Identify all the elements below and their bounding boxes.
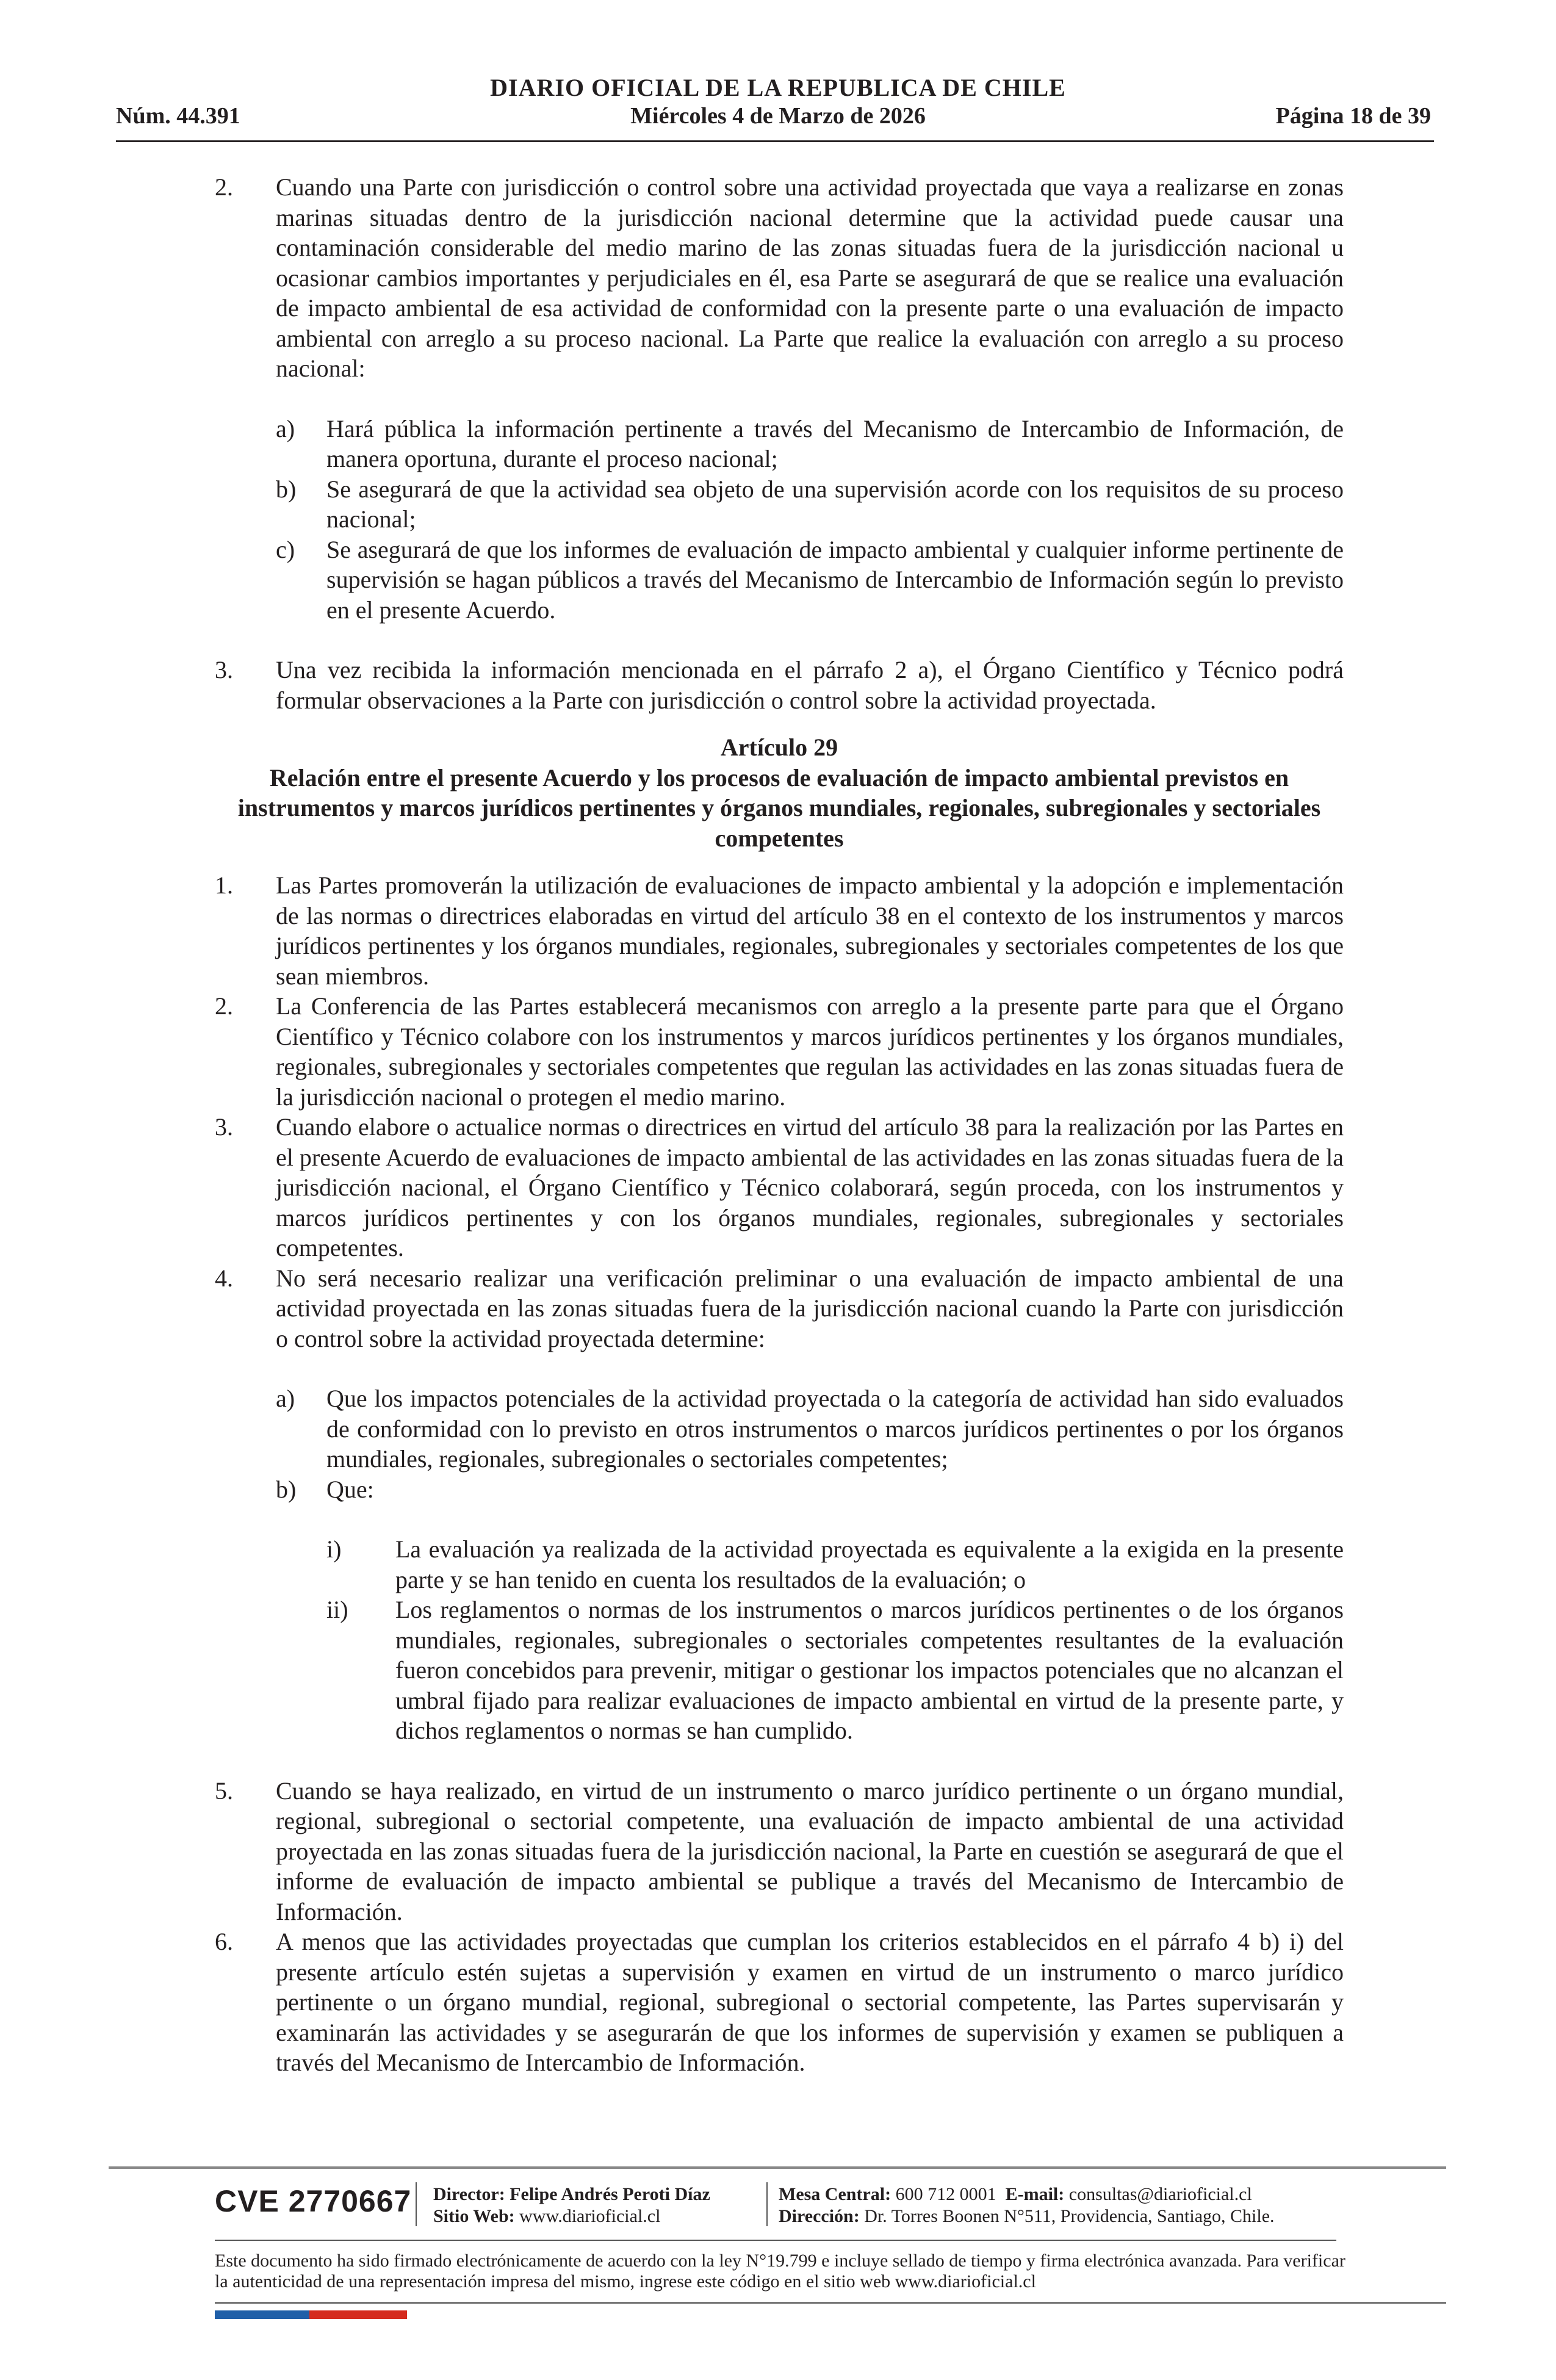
footer-divider-2 <box>215 2240 1336 2241</box>
paragraph-number: 2. <box>215 173 233 201</box>
sub-list-item <box>215 1534 1344 1595</box>
footer-divider <box>109 2166 1446 2169</box>
page-number: Página 18 de 39 <box>1275 103 1431 129</box>
header-divider <box>116 140 1434 142</box>
issue-date: Miércoles 4 de Marzo de 2026 <box>630 103 926 129</box>
paragraph-3 <box>215 655 1344 715</box>
item-text: Que: <box>326 1475 374 1503</box>
paragraph-number: 3. <box>215 1113 233 1141</box>
footer-separator <box>766 2182 768 2226</box>
article-heading: Relación entre el presente Acuerdo y los procesos de evaluación de impacto ambiental previstos en instrumentos y marcos jurídicos pertinentes y órganos mundiales, regionales, subregionales y sectoriales competentes <box>237 763 1321 852</box>
article-title: Artículo 29 <box>720 734 838 761</box>
paragraph-2 <box>215 172 1344 384</box>
item-letter: a) <box>276 1385 295 1412</box>
article-paragraph-6 <box>215 1927 1344 2078</box>
flag-stripe-blue <box>215 2310 309 2319</box>
item-text: Se asegurará de que los informes de evaluación de impacto ambiental y cualquier informe pertinente de supervisión se hagan públicos a través del Mecanismo de Intercambio de Información según lo previsto en el presente Acuerdo. <box>326 535 1344 624</box>
paragraph-text: Cuando elabore o actualice normas o directrices en virtud del artículo 38 para la realización por las Partes en el presente Acuerdo de evaluaciones de impacto ambiental de las actividades en las zonas situadas fuera de la jurisdicción nacional, el Órgano Científico y Técnico colaborará, según proceda, con los instrumentos y marcos jurídicos pertinentes y con los órganos mundiales, regionales, subregionales y sectoriales competentes. <box>276 1113 1344 1261</box>
footer-separator <box>416 2182 417 2226</box>
item-roman: ii) <box>326 1596 348 1623</box>
paragraph-number: 3. <box>215 656 233 683</box>
item-letter: a) <box>276 414 295 442</box>
document-body <box>215 172 1344 2078</box>
paragraph-text: No será necesario realizar una verificación preliminar o una evaluación de impacto ambiental de una actividad proyectada en las zonas situadas fuera de la jurisdicción nacional cuando la Parte con jurisdicción o control sobre la actividad proyectada determine: <box>276 1264 1344 1352</box>
paragraph-number: 2. <box>215 992 233 1020</box>
paragraph-number: 6. <box>215 1928 233 1955</box>
paragraph-text: A menos que las actividades proyectadas que cumplan los criterios establecidos en el párrafo 4 b) i) del presente artículo estén sujetas a supervisión y examen en virtud de un instrumento o marco jurídico pertinente o un órgano mundial, regional, subregional o sectorial competente, las Partes supervisarán y examinarán las actividades y se asegurarán de que los informes de supervisión y examen se publiquen a través del Mecanismo de Intercambio de Información. <box>276 1928 1344 2076</box>
footer-contact-left <box>433 2183 710 2227</box>
cve-code: CVE 2770667 <box>215 2184 412 2218</box>
flag-stripe-red <box>309 2310 407 2319</box>
director-name: Felipe Andrés Peroti Díaz <box>510 2184 710 2204</box>
issue-number: Núm. 44.391 <box>116 103 240 129</box>
list-item <box>215 535 1344 626</box>
paragraph-number: 1. <box>215 871 233 899</box>
list-item <box>215 414 1344 474</box>
article-paragraph-5 <box>215 1776 1344 1927</box>
list-item <box>215 474 1344 535</box>
address-label: Dirección: <box>779 2206 860 2226</box>
item-letter: b) <box>276 475 297 503</box>
article-paragraph-2 <box>215 991 1344 1112</box>
item-text: Los reglamentos o normas de los instrumentos o marcos jurídicos pertinentes o de los órganos mundiales, regionales, subregionales o sectoriales competentes resultantes de la evaluación fueron concebidos para prevenir, mitigar o gestionar los impactos potenciales que no alcanzan el umbral fijado para realizar evaluaciones de impacto ambiental en virtud de la presente parte, y dichos reglamentos o normas se han cumplido. <box>395 1596 1344 1744</box>
paragraph-number: 4. <box>215 1264 233 1292</box>
director-label: Director: <box>433 2184 505 2204</box>
paragraph-text: Cuando una Parte con jurisdicción o control sobre una actividad proyectada que vaya a realizarse en zonas marinas situadas dentro de la jurisdicción nacional determine que la actividad puede causar una contaminación considerable del medio marino de las zonas situadas fuera de la jurisdicción nacional u ocasionar cambios importantes y perjudiciales en él, esa Parte se asegurará de que se realice una evaluación de impacto ambiental de esa actividad de conformidad con la presente parte o una evaluación de impacto ambiental con arreglo a su proceso nacional. La Parte que realice la evaluación con arreglo a su proceso nacional: <box>276 173 1344 382</box>
paragraph-text: Una vez recibida la información mencionada en el párrafo 2 a), el Órgano Científico y Técnico podrá formular observaciones a la Parte con jurisdicción o control sobre la actividad proyectada. <box>276 656 1344 714</box>
item-text: Hará pública la información pertinente a través del Mecanismo de Intercambio de Información, de manera oportuna, durante el proceso nacional; <box>326 414 1344 472</box>
paragraph-text: Cuando se haya realizado, en virtud de un instrumento o marco jurídico pertinente o un órgano mundial, regional, subregional o sectorial competente, una evaluación de impacto ambiental de una actividad proyectada en las zonas situadas fuera de la jurisdicción nacional, la Parte en cuestión se asegurará de que el informe de evaluación de impacto ambiental se publique a través del Mecanismo de Intercambio de Información. <box>276 1776 1344 1925</box>
legal-notice: Este documento ha sido firmado electrónicamente de acuerdo con la ley N°19.799 e incluye sellado de tiempo y firma electrónica avanzada. Para verificar la autenticidad de una representación impresa del mismo, ingrese este código en el sitio web www.diarioficial.cl <box>215 2251 1345 2292</box>
website-link[interactable]: www.diarioficial.cl <box>519 2206 661 2226</box>
newspaper-title: DIARIO OFICIAL DE LA REPUBLICA DE CHILE <box>490 74 1066 101</box>
address-text: Dr. Torres Boonen N°511, Providencia, Santiago, Chile. <box>864 2206 1275 2226</box>
list-item <box>215 1474 1344 1505</box>
item-roman: i) <box>326 1535 342 1563</box>
item-letter: c) <box>276 535 295 563</box>
email-link[interactable]: consultas@diarioficial.cl <box>1068 2184 1252 2204</box>
website-label: Sitio Web: <box>433 2206 515 2226</box>
item-text: Se asegurará de que la actividad sea objeto de una supervisión acorde con los requisitos de su proceso nacional; <box>326 475 1344 533</box>
sub-list-item <box>215 1595 1344 1746</box>
item-text: La evaluación ya realizada de la actividad proyectada es equivalente a la exigida en la presente parte y se han tenido en cuenta los resultados de la evaluación; o <box>395 1535 1344 1593</box>
footer-divider-3 <box>215 2302 1446 2304</box>
item-text: Que los impactos potenciales de la actividad proyectada o la categoría de actividad han sido evaluados de conformidad con lo previsto en otros instrumentos o marcos jurídicos pertinentes o por los órganos mundiales, regionales, subregionales o sectoriales competentes; <box>326 1385 1344 1473</box>
article-paragraph-3 <box>215 1112 1344 1263</box>
email-label: E-mail: <box>1005 2184 1065 2204</box>
article-paragraph-4 <box>215 1263 1344 1354</box>
phone-label: Mesa Central: <box>779 2184 891 2204</box>
paragraph-number: 5. <box>215 1776 233 1805</box>
item-letter: b) <box>276 1475 297 1503</box>
list-item <box>215 1383 1344 1474</box>
article-paragraph-1 <box>215 870 1344 991</box>
footer-contact-right <box>779 2183 1275 2227</box>
phone-number: 600 712 0001 <box>895 2184 996 2204</box>
paragraph-text: Las Partes promoverán la utilización de evaluaciones de impacto ambiental y la adopción e implementación de las normas o directrices elaboradas en virtud del artículo 38 en el contexto de los instrumentos y marcos jurídicos pertinentes y los órganos mundiales, regionales, subregionales y sectoriales competentes de los que sean miembros. <box>276 871 1344 990</box>
paragraph-text: La Conferencia de las Partes establecerá mecanismos con arreglo a la presente parte para que el Órgano Científico y Técnico colabore con los instrumentos y marcos jurídicos pertinentes y los órganos mundiales, regionales, subregionales y sectoriales competentes que regulan las actividades en las zonas situadas fuera de la jurisdicción nacional o protegen el medio marino. <box>276 992 1344 1111</box>
